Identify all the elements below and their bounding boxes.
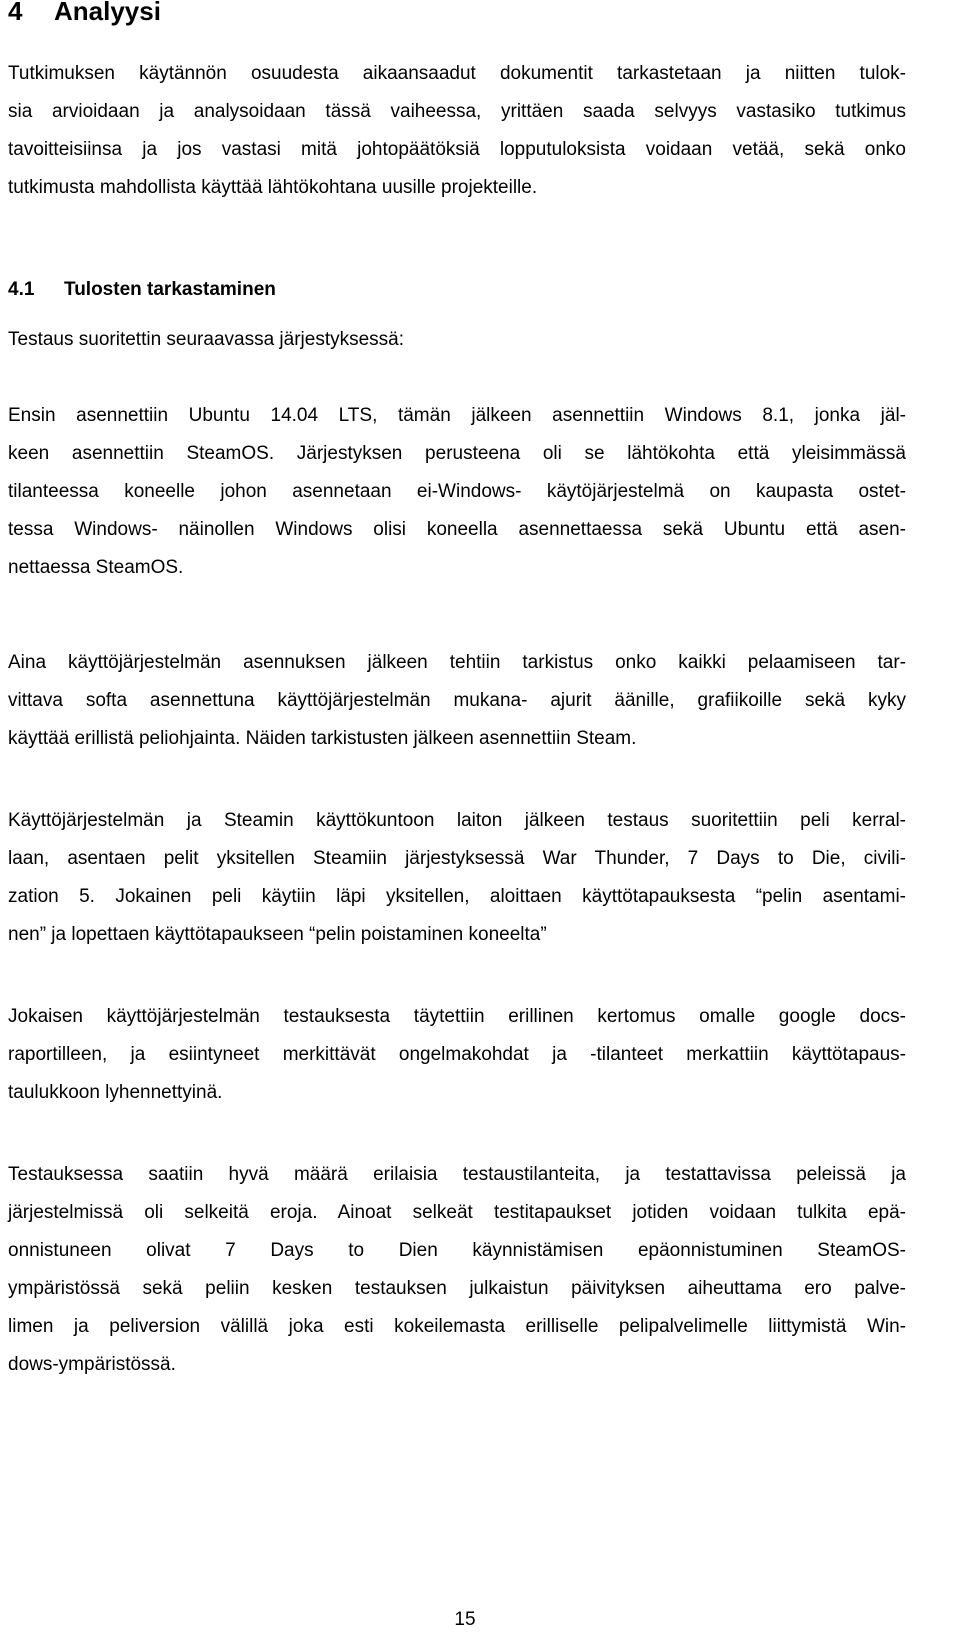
text-line: zation 5. Jokainen peli käytiin läpi yksitellen, aloittaen käyttötapauksesta “pelin asentami-: [8, 886, 906, 908]
text-line: järjestelmissä oli selkeitä eroja. Ainoat selkeät testitapaukset jotiden voidaan tulkita epä-: [8, 1202, 906, 1224]
text-line: Tutkimuksen käytännön osuudesta aikaansaadut dokumentit tarkastetaan ja niitten tulok-: [8, 63, 906, 84]
section-number: 4.1: [8, 279, 35, 300]
text-line: Ensin asennettiin Ubuntu 14.04 LTS, tämän jälkeen asennettiin Windows 8.1, jonka jäl-: [8, 405, 906, 426]
paragraph-install-order: [8, 397, 906, 587]
text-line: sia arvioidaan ja analysoidaan tässä vaiheessa, yrittäen saada selvyys vastasiko tutkimus: [8, 101, 906, 123]
chapter-title: Analyysi: [54, 0, 161, 26]
text-line: Testaus suoritettin seuraavassa järjestyksessä:: [8, 329, 405, 350]
text-line: Jokaisen käyttöjärjestelmän testauksesta täytettiin erillinen kertomus omalle google docs-: [8, 1006, 906, 1027]
text-line: Käyttöjärjestelmän ja Steamin käyttökuntoon laiton jälkeen testaus suoritettiin peli kerral-: [8, 810, 906, 831]
text-line: laan, asentaen pelit yksitellen Steamiin järjestyksessä War Thunder, 7 Days to Die, civili-: [8, 848, 906, 870]
paragraph-testing-order: [8, 321, 906, 359]
section-heading: [8, 277, 276, 303]
text-line: limen ja peliversion välillä joka esti kokeilemasta erilliselle pelipalvelimelle liittymistä Win-: [8, 1316, 906, 1338]
text-line: nettaessa SteamOS.: [8, 557, 184, 579]
paragraph-results: [8, 1156, 906, 1385]
text-line: taulukkoon lyhennettyinä.: [8, 1082, 223, 1104]
paragraph-checks: [8, 644, 906, 758]
text-line: käyttää erillistä peliohjainta. Näiden tarkistusten jälkeen asennettiin Steam.: [8, 728, 637, 750]
paragraph-game-testing: [8, 802, 906, 954]
chapter-heading: [8, 0, 161, 28]
section-title: Tulosten tarkastaminen: [64, 279, 276, 300]
text-line: tilanteessa koneelle johon asennetaan ei-Windows- käytöjärjestelmä on kaupasta ostet-: [8, 481, 906, 503]
text-line: Aina käyttöjärjestelmän asennuksen jälkeen tehtiin tarkistus onko kaikki pelaamiseen tar-: [8, 652, 906, 673]
text-line: dows-ympäristössä.: [8, 1354, 176, 1376]
text-line: onnistuneen olivat 7 Days to Dien käynnistämisen epäonnistuminen SteamOS-: [8, 1240, 906, 1262]
intro-paragraph: [8, 55, 906, 207]
text-line: nen” ja lopettaen käyttötapaukseen “pelin poistaminen koneelta”: [8, 924, 547, 946]
paragraph-reporting: [8, 998, 906, 1112]
text-line: ympäristössä sekä peliin kesken testauksen julkaistun päivityksen aiheuttama ero palve-: [8, 1278, 906, 1300]
text-line: vittava softa asennettuna käyttöjärjestelmän mukana- ajurit äänille, grafiikoille sekä kyky: [8, 690, 906, 712]
text-line: raportilleen, ja esiintyneet merkittävät ongelmakohdat ja -tilanteet merkattiin käyttötapaus-: [8, 1044, 906, 1066]
chapter-number: 4: [8, 0, 23, 26]
page-number: 15: [454, 1609, 476, 1630]
text-line: keen asennettiin SteamOS. Järjestyksen perusteena oli se lähtökohta että yleisimmässä: [8, 443, 906, 465]
text-line: Testauksessa saatiin hyvä määrä erilaisia testaustilanteita, ja testattavissa peleissä ja: [8, 1164, 906, 1185]
text-line: tessa Windows- näinollen Windows olisi koneella asennettaessa sekä Ubuntu että asen-: [8, 519, 906, 541]
text-line: tutkimusta mahdollista käyttää lähtökohtana uusille projekteille.: [8, 177, 538, 199]
text-line: tavoitteisiinsa ja jos vastasi mitä johtopäätöksiä lopputuloksista voidaan vetää, sekä onko: [8, 139, 906, 161]
